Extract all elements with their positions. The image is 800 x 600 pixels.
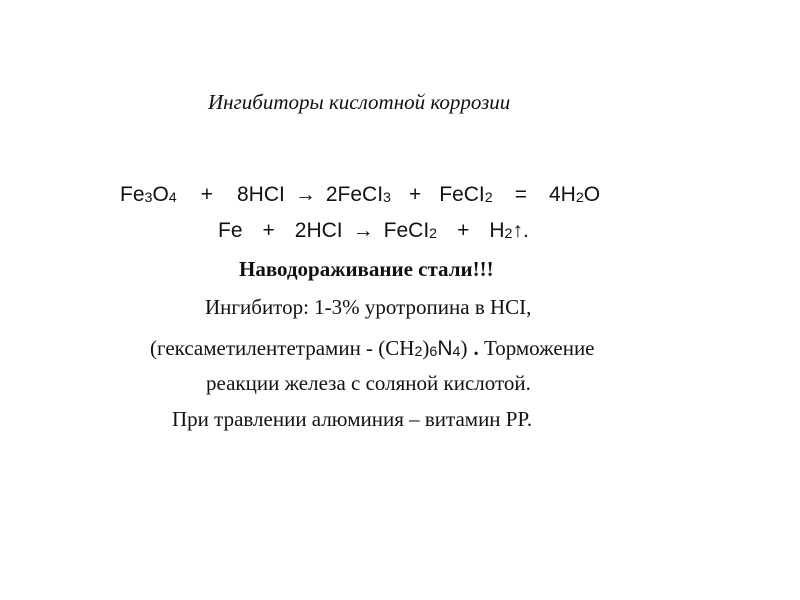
subscript: 2: [575, 190, 584, 207]
period-mark: .: [473, 336, 479, 360]
formula-fecl3: [326, 183, 391, 206]
subscript: 2: [429, 226, 438, 243]
equals-sign: =: [514, 183, 527, 206]
formula-text: 4H: [548, 183, 576, 206]
inhibitor-line: Ингибитор: 1-3% уротропина в HCI,: [205, 295, 532, 319]
hexamine-line: [150, 338, 595, 359]
formula-fe3o4: [120, 183, 177, 206]
formula-text: O: [583, 183, 601, 206]
subscript: 4: [452, 344, 461, 361]
formula-text: Fe: [120, 183, 145, 206]
formula-text: H: [489, 219, 505, 242]
plus-sign: +: [408, 183, 422, 206]
formula-hcl: 2HCI: [294, 219, 343, 242]
aluminum-line: При травлении алюминия – витамин PP.: [172, 407, 533, 431]
plus-sign: +: [262, 219, 275, 242]
subscript: 2: [414, 344, 423, 361]
formula-fecl2: [384, 219, 437, 242]
subscript: 4: [168, 190, 177, 207]
subscript: 3: [144, 190, 153, 207]
formula-hcl: 8HCI: [237, 183, 285, 206]
text-segment: ): [422, 336, 430, 360]
formula-text: FeCI: [383, 219, 430, 242]
formula-h2: [489, 219, 528, 242]
formula-fecl2: [439, 183, 492, 206]
text-segment: ): [460, 336, 468, 360]
text-segment: (гексаметилентетрамин - (CH: [150, 336, 415, 360]
plus-sign: +: [200, 183, 213, 206]
slide-title: Ингибиторы кислотной коррозии: [208, 90, 511, 114]
formula-h2o: [549, 183, 600, 206]
equation-fe-hcl: [218, 220, 529, 241]
formula-fe: Fe: [218, 219, 243, 242]
formula-text: ↑.: [512, 219, 529, 242]
plus-sign: +: [457, 219, 470, 242]
equation-fe3o4-hcl: [120, 184, 600, 205]
text-segment: Торможение: [478, 336, 595, 360]
arrow-icon: →: [352, 219, 374, 242]
arrow-icon: →: [294, 183, 316, 206]
formula-text: O: [152, 183, 169, 206]
subscript: 3: [383, 190, 391, 207]
subscript: 2: [504, 226, 513, 243]
subscript: 6: [429, 344, 438, 361]
formula-text: 2FeCI: [325, 183, 384, 206]
hydrogen-embrittlement-heading: Наводораживание стали!!!: [239, 257, 494, 281]
reaction-line: реакции железа с соляной кислотой.: [206, 371, 531, 395]
formula-text: FeCI: [439, 183, 485, 206]
text-segment: N: [437, 337, 453, 360]
subscript: 2: [484, 190, 493, 207]
